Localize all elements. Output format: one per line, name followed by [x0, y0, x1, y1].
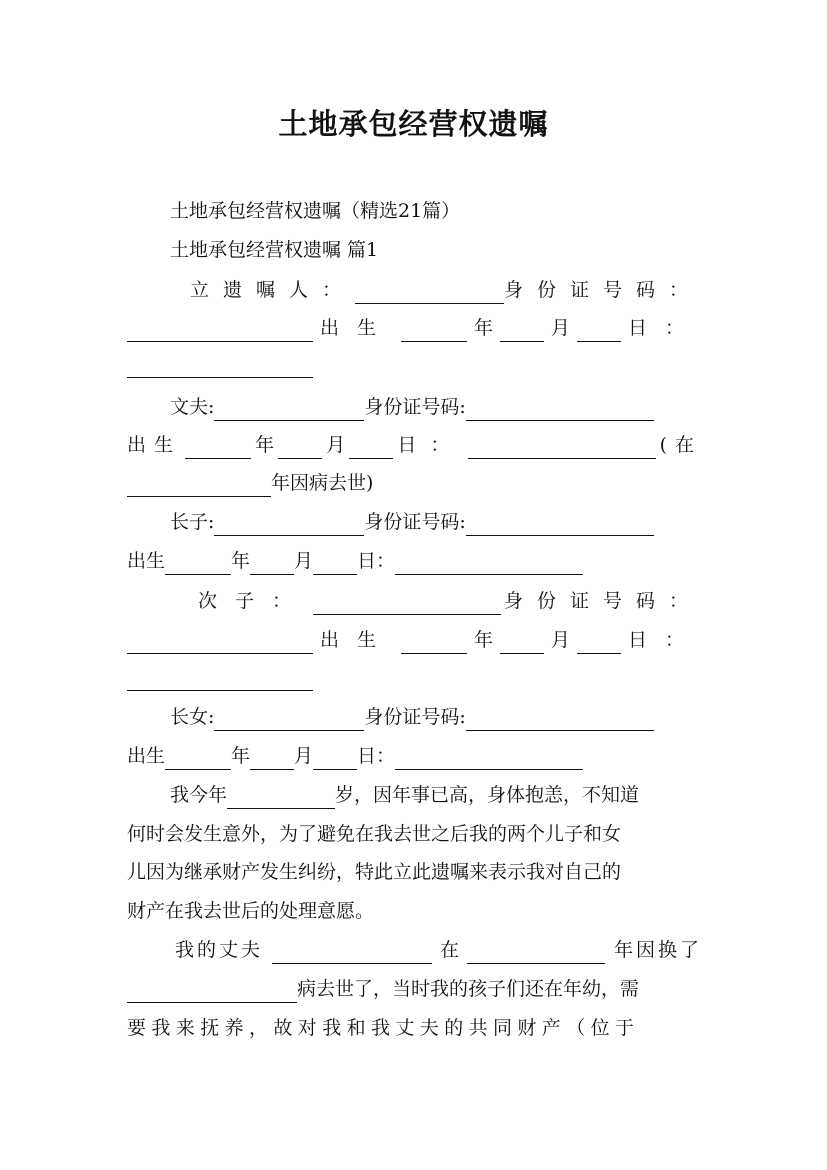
husband-blank — [272, 943, 432, 964]
husband-id-blank — [466, 400, 654, 421]
testator-birth-line — [127, 314, 702, 342]
year-label: 年 — [473, 629, 493, 651]
day-label: 日： — [357, 550, 396, 572]
day-label: 日： — [397, 434, 464, 456]
para1-after-age: 岁，因年事已高，身体抱恙，不知道 — [335, 784, 640, 806]
year-label: 年 — [255, 434, 275, 456]
in-label: (在 — [659, 434, 702, 456]
testator-id-blank — [127, 321, 313, 342]
death-year-blank — [127, 476, 271, 497]
subtitle: 土地承包经营权遗嘱（精选21篇） — [170, 200, 461, 222]
month-label: 月 — [550, 629, 570, 651]
day-label: 日： — [627, 317, 702, 339]
month-label: 月 — [294, 550, 314, 572]
year-label: 年 — [473, 317, 493, 339]
para2-line2-text: 病去世了，当时我的孩子们还在年幼，需 — [297, 978, 640, 1000]
para2-line3: 要我来抚养，故对我和我丈夫的共同财产（位于 — [127, 1017, 640, 1039]
birth-day-blank — [313, 554, 357, 575]
para1-line4: 财产在我去世后的处理意愿。 — [127, 900, 375, 922]
husband-label: 文夫: — [170, 396, 215, 418]
birth-month-blank — [500, 633, 544, 654]
daughter-birth-line — [127, 742, 702, 770]
testator-extra-line — [127, 350, 702, 378]
husband-death-line — [127, 469, 702, 497]
husband-id-label: 身份证号码: — [364, 396, 466, 418]
para2-after: 年因换了 — [613, 939, 702, 961]
born-label: 出生 — [319, 317, 394, 339]
testator-label: 立遗嘱人： — [190, 279, 356, 301]
month-label: 月 — [550, 317, 570, 339]
para1-start: 我今年 — [170, 784, 228, 806]
son2-extra-line — [127, 663, 702, 691]
son1-id-blank — [466, 515, 654, 536]
year-label: 年 — [231, 550, 251, 572]
son2-extra-blank — [127, 670, 313, 691]
son1-birth-line — [127, 547, 702, 575]
birth-year-blank — [165, 749, 231, 770]
born-label: 出生 — [127, 434, 182, 456]
son1-name-blank — [214, 515, 364, 536]
month-label: 月 — [326, 434, 346, 456]
born-label: 出生 — [127, 745, 166, 767]
para1-line3: 儿因为继承财产发生纠纷，特此立此遗嘱来表示我对自己的 — [127, 861, 622, 883]
birth-year-blank — [401, 321, 467, 342]
son1-label: 长子: — [170, 511, 215, 533]
para1-line2: 何时会发生意外，为了避免在我去世之后我的两个儿子和女 — [127, 823, 622, 845]
illness-blank — [127, 982, 297, 1003]
chapter-heading: 土地承包经营权遗嘱 篇1 — [170, 239, 379, 261]
son2-id-blank — [127, 633, 313, 654]
birth-year-blank — [185, 438, 251, 459]
age-blank — [227, 788, 335, 809]
husband-name-blank — [214, 400, 364, 421]
birth-month-blank — [250, 749, 294, 770]
son1-id-label: 身份证号码: — [364, 511, 466, 533]
day-label: 日： — [357, 745, 396, 767]
birth-month-blank — [500, 321, 544, 342]
son2-line — [198, 587, 702, 615]
birth-month-blank — [250, 554, 294, 575]
document-title: 土地承包经营权遗嘱 — [278, 107, 549, 141]
son2-name-blank — [313, 594, 501, 615]
birth-day-blank — [313, 749, 357, 770]
birth-year-blank — [401, 633, 467, 654]
birth-month-blank — [278, 438, 322, 459]
testator-extra-blank — [127, 357, 313, 378]
testator-line — [190, 276, 702, 304]
year-label: 年 — [231, 745, 251, 767]
birth-day-blank — [577, 321, 621, 342]
daughter-id-blank — [466, 710, 654, 731]
month-label: 月 — [294, 745, 314, 767]
born-label: 出生 — [127, 550, 166, 572]
daughter-label: 长女: — [170, 706, 215, 728]
son2-id-label: 身份证号码： — [503, 590, 702, 612]
daughter-id-label: 身份证号码: — [364, 706, 466, 728]
birth-day-blank — [577, 633, 621, 654]
para2-start: 我的丈夫 — [175, 939, 264, 961]
day-label: 日： — [627, 629, 702, 651]
para2-line1 — [175, 936, 702, 964]
born-label: 出生 — [319, 629, 394, 651]
para2-line2 — [127, 975, 702, 1003]
testator-name-blank — [355, 283, 504, 304]
daughter-line — [170, 703, 745, 731]
husband-line — [170, 393, 745, 421]
died-label: 年因病去世) — [271, 472, 374, 494]
year-blank — [467, 943, 605, 964]
daughter-date-blank — [395, 749, 583, 770]
son1-line — [170, 508, 745, 536]
birth-year-blank — [165, 554, 231, 575]
para2-in: 在 — [439, 939, 459, 961]
son1-date-blank — [395, 554, 583, 575]
testator-id-label: 身份证号码： — [503, 279, 702, 301]
husband-birth-line — [127, 431, 702, 459]
son2-label: 次子： — [198, 590, 310, 612]
para1-line1 — [170, 781, 745, 809]
daughter-name-blank — [214, 710, 364, 731]
son2-birth-line — [127, 626, 702, 654]
husband-date-blank — [468, 438, 656, 459]
birth-day-blank — [349, 438, 393, 459]
